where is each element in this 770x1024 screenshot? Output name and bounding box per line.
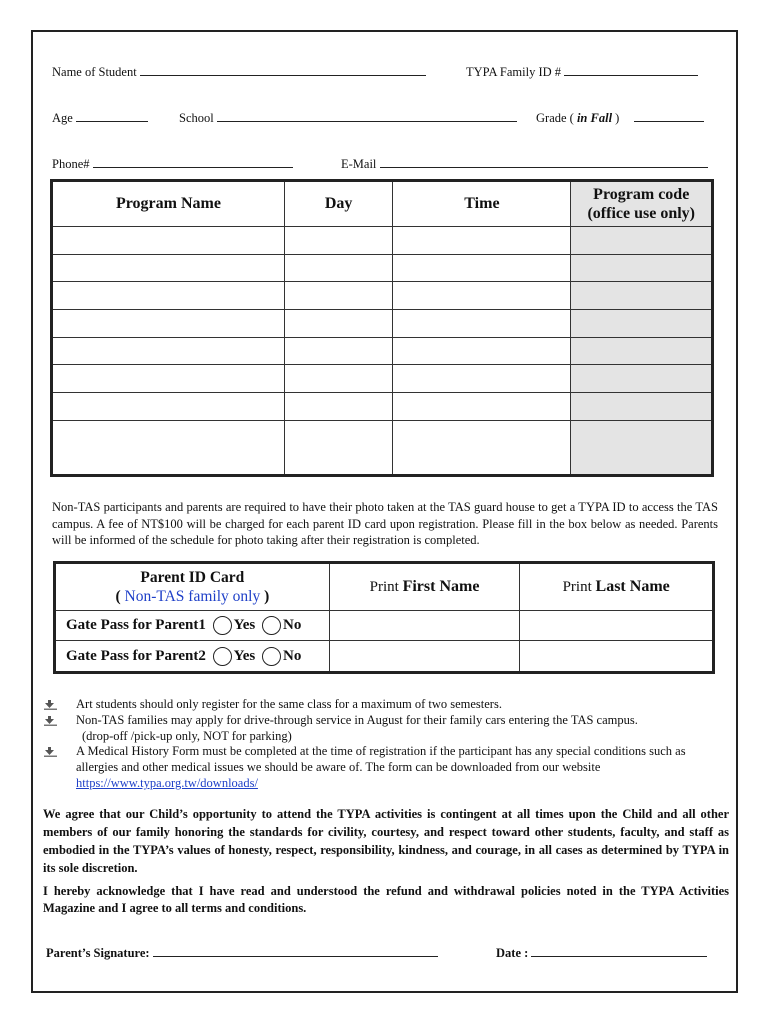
email-input[interactable] (380, 157, 708, 168)
school-label: School (179, 111, 214, 125)
subtitle-close: ) (264, 588, 270, 605)
day-cell[interactable] (284, 254, 392, 282)
signature-row (46, 946, 438, 961)
table-row (52, 309, 713, 337)
parent2-first-name-cell[interactable] (329, 641, 520, 673)
day-header: Day (284, 181, 392, 227)
table-row (52, 254, 713, 282)
arrow-down-bullet-icon (44, 746, 58, 757)
day-cell[interactable] (284, 420, 392, 475)
program-name-header: Program Name (52, 181, 285, 227)
student-name-label: Name of Student (52, 65, 137, 79)
no-radio-icon[interactable] (262, 616, 281, 635)
day-cell[interactable] (284, 227, 392, 255)
parent2-last-name-cell[interactable] (520, 641, 714, 673)
parent-signature-input[interactable] (153, 946, 438, 957)
first-name-header (329, 563, 520, 611)
email-row (341, 157, 708, 172)
grade-close: ) (615, 111, 620, 125)
family-id-row (466, 65, 698, 80)
time-cell[interactable] (393, 337, 571, 365)
gate-pass-row-2 (55, 641, 714, 673)
grade-in-fall: in Fall (576, 111, 613, 125)
program-code-cell (571, 254, 713, 282)
table-row (52, 420, 713, 475)
phone-input[interactable] (93, 157, 293, 168)
program-name-cell[interactable] (52, 254, 285, 282)
gate-pass-parent2-label: Gate Pass for Parent2 (66, 647, 206, 664)
phone-row (52, 157, 293, 172)
program-code-line1: Program code (593, 186, 690, 203)
program-code-cell (571, 365, 713, 393)
acknowledgement-paragraph: I hereby acknowledge that I have read and understood the refund and withdrawal policies noted in the TYPA Activities Magazine and I agree to all terms and conditions. (43, 884, 729, 915)
parent-signature-label: Parent’s Signature: (46, 946, 150, 960)
program-code-line2: (office use only) (587, 205, 695, 222)
program-name-cell[interactable] (52, 309, 285, 337)
grade-row (536, 111, 704, 126)
table-row (52, 392, 713, 420)
yes-label: Yes (233, 647, 256, 664)
time-cell[interactable] (393, 227, 571, 255)
date-input[interactable] (531, 946, 707, 957)
no-label: No (283, 647, 302, 664)
student-name-row (52, 65, 426, 80)
date-label: Date : (496, 946, 529, 960)
yes-radio-icon[interactable] (213, 647, 232, 666)
program-code-cell (571, 337, 713, 365)
parent-id-table (53, 561, 715, 674)
time-cell[interactable] (393, 254, 571, 282)
time-cell[interactable] (393, 282, 571, 310)
table-row (52, 282, 713, 310)
parent-id-title-cell (55, 563, 330, 611)
no-radio-icon[interactable] (262, 647, 281, 666)
program-table-header (52, 181, 713, 227)
program-name-cell[interactable] (52, 365, 285, 393)
parent1-first-name-cell[interactable] (329, 611, 520, 641)
program-code-cell (571, 227, 713, 255)
no-label: No (283, 617, 302, 634)
downloads-link[interactable]: https://www.typa.org.tw/downloads/ (76, 775, 258, 790)
non-tas-subtitle: Non-TAS family only (124, 588, 261, 605)
student-name-input[interactable] (140, 65, 426, 76)
family-id-input[interactable] (564, 65, 698, 76)
bullet-drive-through-note: (drop-off /pick-up only, NOT for parking) (82, 728, 292, 743)
program-code-cell (571, 420, 713, 475)
bullet-drive-through: Non-TAS families may apply for drive-through service in August for their family cars entering the TAS campus. (76, 712, 638, 727)
notes-list (44, 697, 724, 792)
age-row (52, 111, 148, 126)
table-row (52, 365, 713, 393)
program-name-cell[interactable] (52, 420, 285, 475)
school-row (179, 111, 517, 126)
family-id-label: TYPA Family ID # (466, 65, 562, 79)
subtitle-open: ( (115, 588, 121, 605)
program-code-header (571, 181, 713, 227)
list-item (44, 744, 724, 791)
day-cell[interactable] (284, 282, 392, 310)
program-name-cell[interactable] (52, 337, 285, 365)
date-row (496, 946, 707, 961)
program-name-cell[interactable] (52, 282, 285, 310)
day-cell[interactable] (284, 337, 392, 365)
age-label: Age (52, 111, 73, 125)
last-name-header (520, 563, 714, 611)
print-label-last: Print (562, 579, 592, 595)
arrow-down-bullet-icon (44, 699, 58, 710)
first-name-label: First Name (402, 578, 480, 595)
phone-label: Phone# (52, 157, 90, 171)
parent-id-title (56, 568, 329, 606)
program-name-cell[interactable] (52, 392, 285, 420)
gate-pass-parent2 (55, 641, 330, 673)
time-cell[interactable] (393, 392, 571, 420)
print-label-first: Print (369, 579, 399, 595)
table-row (52, 337, 713, 365)
agreement-paragraph: We agree that our Child’s opportunity to attend the TYPA activities is contingent at all times upon the Child and all other members of our family honoring the standards for civility, courtesy, and respect toward other students, faculty, and staff as embodied in the TYPA’s values of honesty, respect, responsibility, kindness, and courage, in all cases as determined by TYPA in its sole discretion. (43, 807, 729, 875)
gate-pass-row-1 (55, 611, 714, 641)
list-item (44, 713, 724, 745)
day-cell[interactable] (284, 365, 392, 393)
day-cell[interactable] (284, 309, 392, 337)
gate-pass-parent1-label: Gate Pass for Parent1 (66, 617, 206, 634)
yes-label: Yes (233, 617, 256, 634)
parent-id-header-row (55, 563, 714, 611)
yes-radio-icon[interactable] (213, 616, 232, 635)
bullet-art-students: Art students should only register for the same class for a maximum of two semesters. (76, 697, 502, 711)
parent-id-card-title: Parent ID Card (140, 569, 245, 586)
gate-pass-parent1 (55, 611, 330, 641)
table-row (52, 227, 713, 255)
school-input[interactable] (217, 111, 517, 122)
grade-label: Grade ( (536, 111, 574, 125)
email-label: E-Mail (341, 157, 377, 171)
age-input[interactable] (76, 111, 148, 122)
arrow-down-bullet-icon (44, 715, 58, 726)
photo-id-notice: Non-TAS participants and parents are required to have their photo taken at the TAS guard house to get a TYPA ID to access the TAS campus. A fee of NT$100 will be charged for each parent ID card upon registration. Please fill in the box below as needed. Parents will be informed of the schedule for photo taking after their registration is completed. (52, 500, 718, 547)
parent1-last-name-cell[interactable] (520, 611, 714, 641)
program-name-cell[interactable] (52, 227, 285, 255)
time-cell[interactable] (393, 365, 571, 393)
day-cell[interactable] (284, 392, 392, 420)
grade-input[interactable] (634, 111, 704, 122)
time-cell[interactable] (393, 309, 571, 337)
bullet-medical-form: A Medical History Form must be completed at the time of registration if the participant has any special conditions such as allergies and other medical issues we should be aware of. The form can be downloaded from our website (76, 744, 686, 775)
program-code-cell (571, 392, 713, 420)
list-item (44, 697, 724, 713)
program-table (50, 179, 714, 477)
program-code-cell (571, 309, 713, 337)
time-header: Time (393, 181, 571, 227)
time-cell[interactable] (393, 420, 571, 475)
program-code-cell (571, 282, 713, 310)
last-name-label: Last Name (595, 578, 670, 595)
